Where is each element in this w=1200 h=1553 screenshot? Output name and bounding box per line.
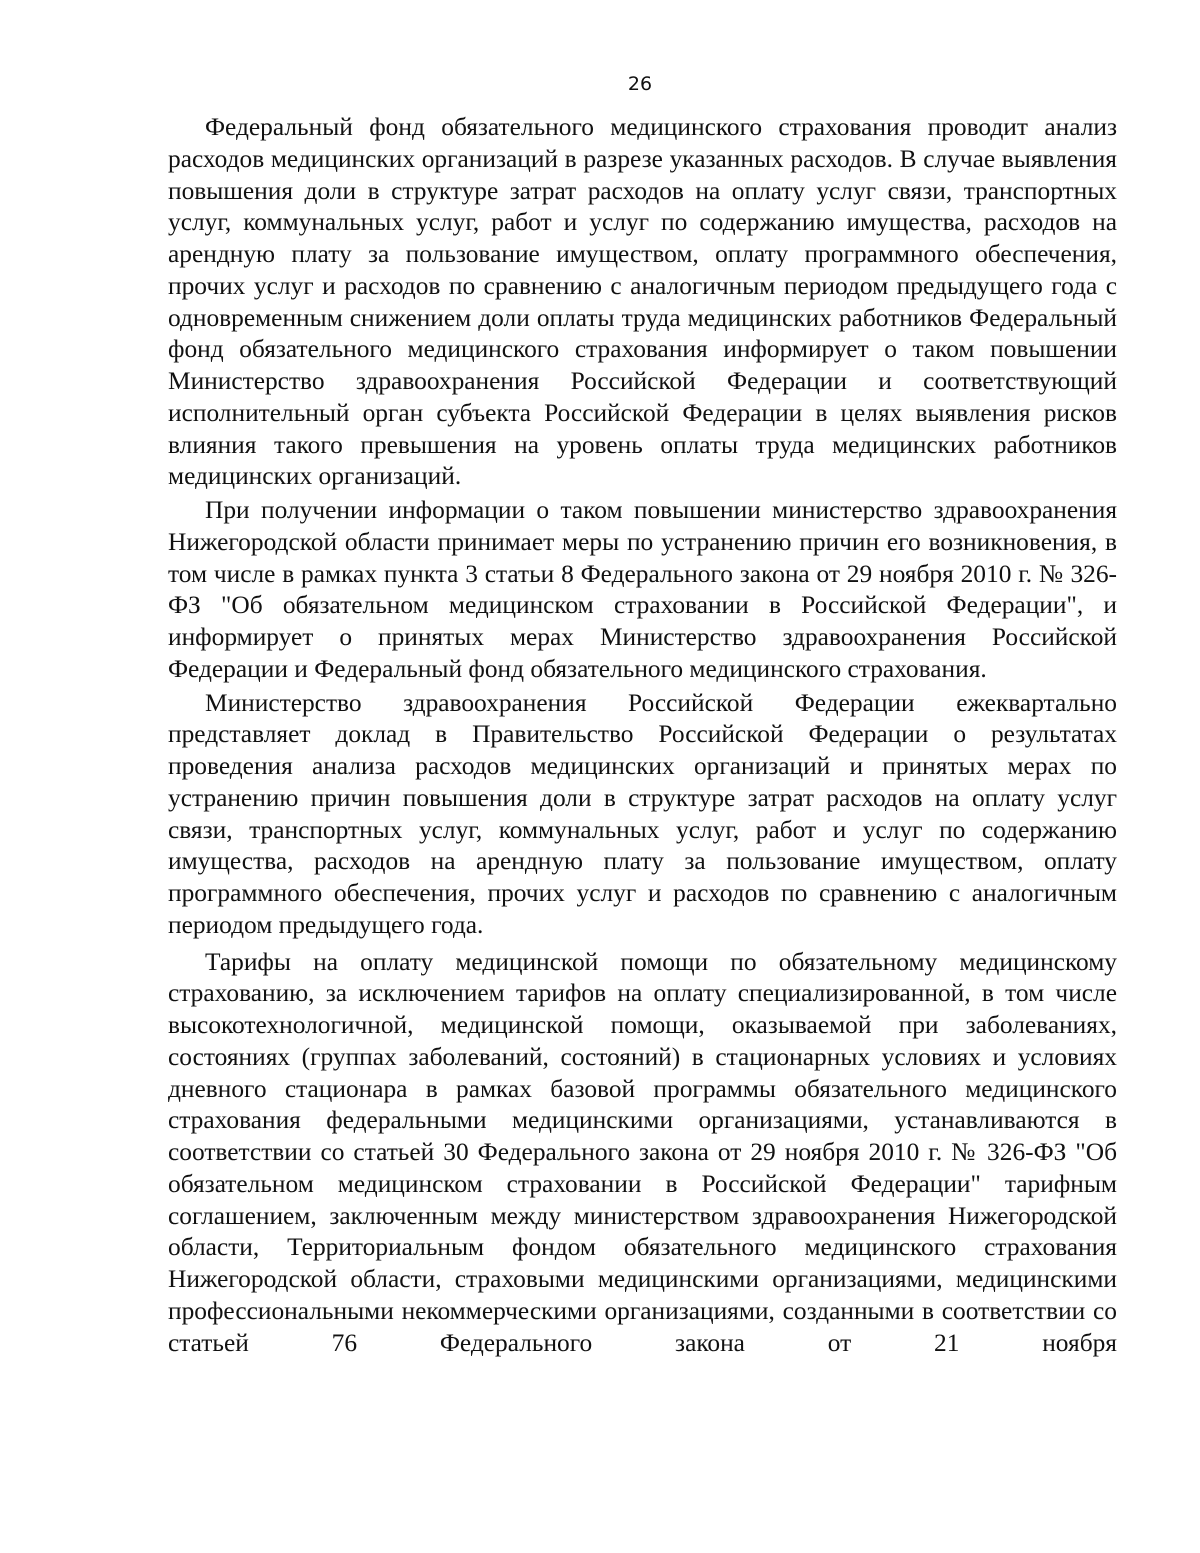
paragraph-ffoms-analysis: Федеральный фонд обязательного медицинского страхования проводит анализ расходов медицинских организаций в разрезе указанных расходов. В случае выявления повышения доли в структуре затрат расходов на оплату услуг связи, транспортных услуг, коммунальных услуг, работ и услуг по содержанию имущества, расходов на арендную плату за пользование имуществом, оплату программного обеспечения, прочих услуг и расходов по сравнению с аналогичным периодом предыдущего года с одновременным снижением доли оплаты труда медицинских работников Федеральный фонд обязательного медицинского страхования информирует о таком повышении Министерство здравоохранения Российской Федерации и соответствующий исполнительный орган субъекта Российской Федерации в целях выявления рисков влияния такого превышения на уровень оплаты труда медицинских работников медицинских организаций. bbox=[168, 113, 1117, 491]
paragraph-tariffs: Тарифы на оплату медицинской помощи по обязательному медицинскому страхованию, за исключением тарифов на оплату специализированной, в том числе высокотехнологичной, медицинской помощи, оказываемой при заболеваниях, состояниях (группах заболеваний, состояний) в стационарных условиях и условиях дневного стационара в рамках базовой программы обязательного медицинского страхования федеральными медицинскими организациями, устанавливаются в соответствии со статьей 30 Федерального закона от 29 ноября 2010 г. № 326-ФЗ "Об обязательном медицинском страховании в Российской Федерации" тарифным соглашением, заключенным между министерством здравоохранения Нижегородской области, Территориальным фондом обязательного медицинского страхования Нижегородской области, страховыми медицинскими организациями, медицинскими профессиональными некоммерческими организациями, созданными в соответствии со статьей 76 Федерального закона от 21 ноября bbox=[168, 947, 1117, 1357]
document-body bbox=[168, 112, 1117, 1359]
paragraph-regional-measures: При получении информации о таком повышении министерство здравоохранения Нижегородской области принимает меры по устранению причин его возникновения, в том числе в рамках пункта 3 статьи 8 Федерального закона от 29 ноября 2010 г. № 326-ФЗ "Об обязательном медицинском страховании в Российской Федерации", и информирует о принятых мерах Министерство здравоохранения Российской Федерации и Федеральный фонд обязательного медицинского страхования. bbox=[168, 496, 1117, 683]
paragraph-quarterly-report: Министерство здравоохранения Российской Федерации ежеквартально представляет доклад в Правительство Российской Федерации о результатах проведения анализа расходов медицинских организаций и принятых мерах по устранению причин повышения доли в структуре затрат расходов на оплату услуг связи, транспортных услуг, коммунальных услуг, работ и услуг по содержанию имущества, расходов на арендную плату за пользование имуществом, оплату программного обеспечения, прочих услуг и расходов по сравнению с аналогичным периодом предыдущего года. bbox=[168, 688, 1117, 939]
page-number: 26 bbox=[627, 73, 653, 95]
